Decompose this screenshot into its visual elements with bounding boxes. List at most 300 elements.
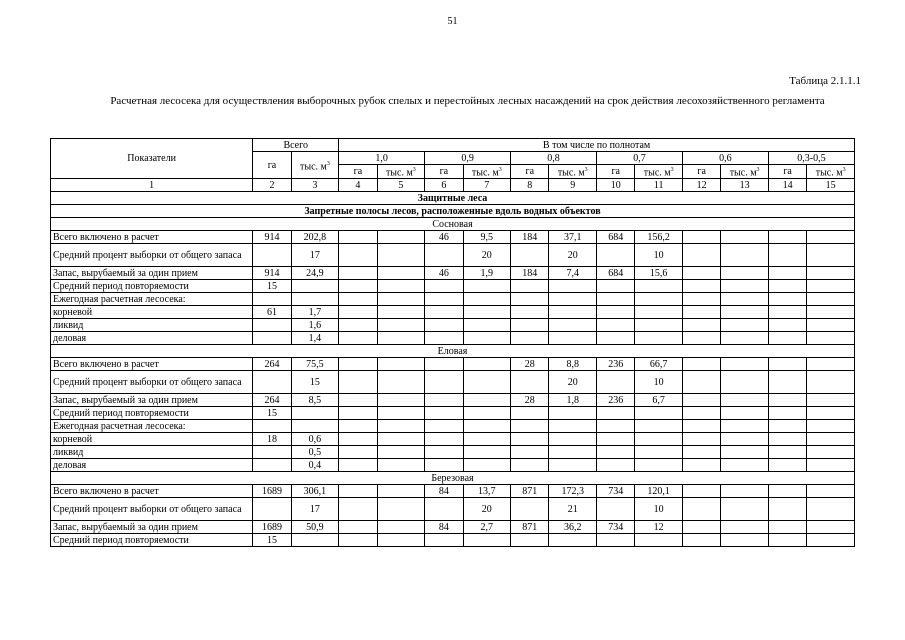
- table-cell: [597, 446, 635, 459]
- header-unit-volume: тыс. $м^3$: [721, 165, 769, 179]
- table-cell: [807, 534, 855, 547]
- table-cell: [377, 293, 425, 306]
- table-cell: [549, 534, 597, 547]
- table-cell: [807, 433, 855, 446]
- table-cell: [253, 293, 291, 306]
- row-label: деловая: [51, 332, 253, 345]
- column-number: 5: [377, 179, 425, 192]
- column-number: 3: [291, 179, 339, 192]
- forest-harvest-table: [50, 138, 855, 547]
- table-cell: 1,8: [549, 394, 597, 407]
- table-cell: 28: [511, 358, 549, 371]
- table-cell: 10: [635, 498, 683, 521]
- table-cell: [721, 244, 769, 267]
- table-cell: [377, 446, 425, 459]
- header-unit-volume: тыс. $м^3$: [377, 165, 425, 179]
- header-unit-ha: га: [768, 165, 806, 179]
- table-cell: [597, 420, 635, 433]
- table-cell: 184: [511, 231, 549, 244]
- header-unit-ha: га: [339, 165, 377, 179]
- table-cell: [511, 407, 549, 420]
- table-cell: [635, 459, 683, 472]
- table-cell: [339, 459, 377, 472]
- table-cell: 84: [425, 521, 463, 534]
- table-cell: 20: [549, 371, 597, 394]
- table-cell: [339, 280, 377, 293]
- table-cell: [291, 280, 339, 293]
- table-cell: 1,9: [463, 267, 511, 280]
- table-cell: [549, 306, 597, 319]
- row-label: ликвид: [51, 319, 253, 332]
- table-cell: [339, 358, 377, 371]
- table-cell: [463, 319, 511, 332]
- table-cell: [768, 534, 806, 547]
- table-cell: [635, 280, 683, 293]
- column-number: 8: [511, 179, 549, 192]
- table-cell: 684: [597, 231, 635, 244]
- table-cell: [768, 244, 806, 267]
- table-cell: [549, 280, 597, 293]
- table-cell: [768, 485, 806, 498]
- table-cell: 684: [597, 267, 635, 280]
- table-cell: [635, 534, 683, 547]
- table-cell: [291, 534, 339, 547]
- row-label: деловая: [51, 459, 253, 472]
- table-cell: [721, 521, 769, 534]
- table-cell: 914: [253, 231, 291, 244]
- table-cell: [425, 371, 463, 394]
- table-row: [51, 407, 855, 420]
- table-cell: 61: [253, 306, 291, 319]
- table-cell: [463, 459, 511, 472]
- table-cell: 1,7: [291, 306, 339, 319]
- column-number: 12: [682, 179, 720, 192]
- table-cell: [377, 433, 425, 446]
- table-row: [51, 420, 855, 433]
- column-number: 14: [768, 179, 806, 192]
- table-row: [51, 280, 855, 293]
- table-cell: [768, 498, 806, 521]
- header-including: В том числе по полнотам: [339, 139, 855, 152]
- table-cell: 36,2: [549, 521, 597, 534]
- table-cell: [549, 319, 597, 332]
- table-cell: [807, 446, 855, 459]
- row-label: Ежегодная расчетная лесосека:: [51, 293, 253, 306]
- section-water-protection-strips: Запретные полосы лесов, расположенные вдоль водных объектов: [51, 205, 855, 218]
- table-cell: [721, 306, 769, 319]
- table-cell: [635, 332, 683, 345]
- table-cell: [377, 244, 425, 267]
- table-cell: [291, 293, 339, 306]
- table-cell: [635, 433, 683, 446]
- table-cell: [463, 371, 511, 394]
- table-cell: [768, 358, 806, 371]
- table-row: [51, 485, 855, 498]
- table-cell: [511, 306, 549, 319]
- table-cell: 7,4: [549, 267, 597, 280]
- table-row: [51, 244, 855, 267]
- table-cell: [377, 407, 425, 420]
- table-cell: 46: [425, 231, 463, 244]
- table-cell: 734: [597, 485, 635, 498]
- table-cell: [682, 244, 720, 267]
- table-cell: [549, 420, 597, 433]
- table-cell: [291, 420, 339, 433]
- section-row: [51, 192, 855, 205]
- column-number: 13: [721, 179, 769, 192]
- table-cell: [549, 459, 597, 472]
- table-cell: [721, 394, 769, 407]
- table-cell: [425, 407, 463, 420]
- row-label: Запас, вырубаемый за один прием: [51, 521, 253, 534]
- column-number: 1: [51, 179, 253, 192]
- table-cell: [377, 267, 425, 280]
- table-row: [51, 231, 855, 244]
- table-cell: [377, 371, 425, 394]
- table-cell: [721, 433, 769, 446]
- column-number: 15: [807, 179, 855, 192]
- table-cell: [463, 358, 511, 371]
- table-cell: [721, 293, 769, 306]
- row-label: Средний процент выборки от общего запаса: [51, 498, 253, 521]
- table-cell: [425, 420, 463, 433]
- species-row: [51, 218, 855, 231]
- table-cell: [511, 280, 549, 293]
- table-cell: [291, 407, 339, 420]
- table-cell: [253, 459, 291, 472]
- table-row: [51, 267, 855, 280]
- table-label: Таблица 2.1.1.1: [789, 75, 861, 87]
- row-label: Ежегодная расчетная лесосека:: [51, 420, 253, 433]
- table-cell: [597, 332, 635, 345]
- table-header: [51, 139, 855, 192]
- table-cell: [377, 306, 425, 319]
- table-cell: [768, 446, 806, 459]
- table-cell: [425, 280, 463, 293]
- table-row: [51, 394, 855, 407]
- row-label: Средний период повторяемости: [51, 534, 253, 547]
- table-cell: [377, 332, 425, 345]
- table-cell: 46: [425, 267, 463, 280]
- header-density: 0,3-0,5: [768, 152, 854, 165]
- table-cell: [721, 534, 769, 547]
- table-cell: [253, 319, 291, 332]
- table-cell: [635, 407, 683, 420]
- table-cell: 50,9: [291, 521, 339, 534]
- table-cell: [339, 267, 377, 280]
- table-cell: [635, 293, 683, 306]
- header-unit-ha: га: [511, 165, 549, 179]
- header-density: 0,6: [682, 152, 768, 165]
- table-cell: [807, 485, 855, 498]
- table-cell: [807, 498, 855, 521]
- row-label: Средний период повторяемости: [51, 407, 253, 420]
- table-cell: [511, 319, 549, 332]
- table-cell: 1689: [253, 485, 291, 498]
- table-cell: [768, 521, 806, 534]
- table-cell: [597, 433, 635, 446]
- document-title: Расчетная лесосека для осуществления выборочных рубок спелых и перестойных лесных насаждений на срок действия лесохозяйственного регламента: [110, 95, 825, 107]
- table-cell: [463, 433, 511, 446]
- header-total: Всего: [253, 139, 339, 152]
- table-cell: [339, 521, 377, 534]
- table-cell: [463, 394, 511, 407]
- table-cell: [377, 280, 425, 293]
- table-cell: 15,6: [635, 267, 683, 280]
- table-cell: 13,7: [463, 485, 511, 498]
- table-cell: [597, 244, 635, 267]
- table-row: [51, 319, 855, 332]
- species-row: [51, 472, 855, 485]
- table-cell: [425, 293, 463, 306]
- table-cell: [597, 371, 635, 394]
- species-row: [51, 345, 855, 358]
- table-cell: [768, 407, 806, 420]
- table-row: [51, 521, 855, 534]
- table-cell: 37,1: [549, 231, 597, 244]
- table-cell: [377, 498, 425, 521]
- table-cell: 264: [253, 394, 291, 407]
- table-cell: [377, 394, 425, 407]
- column-number: 2: [253, 179, 291, 192]
- table-cell: [425, 394, 463, 407]
- row-label: Всего включено в расчет: [51, 231, 253, 244]
- table-cell: [768, 267, 806, 280]
- table-cell: 871: [511, 485, 549, 498]
- table-cell: [682, 498, 720, 521]
- row-label: ликвид: [51, 446, 253, 459]
- table-cell: 84: [425, 485, 463, 498]
- header-density: 0,9: [425, 152, 511, 165]
- table-cell: [425, 358, 463, 371]
- table-cell: [377, 459, 425, 472]
- table-cell: 2,7: [463, 521, 511, 534]
- table-cell: 24,9: [291, 267, 339, 280]
- table-cell: [253, 498, 291, 521]
- table-cell: [807, 306, 855, 319]
- table-row: [51, 534, 855, 547]
- table-cell: 15: [291, 371, 339, 394]
- column-number: 6: [425, 179, 463, 192]
- table-cell: [721, 407, 769, 420]
- table-cell: [768, 280, 806, 293]
- table-cell: [682, 534, 720, 547]
- table-cell: [377, 521, 425, 534]
- table-cell: 6,7: [635, 394, 683, 407]
- header-unit-ha: га: [682, 165, 720, 179]
- table-cell: [682, 371, 720, 394]
- table-cell: [425, 332, 463, 345]
- table-cell: [377, 485, 425, 498]
- table-cell: [768, 231, 806, 244]
- table-cell: [721, 498, 769, 521]
- table-row: [51, 433, 855, 446]
- table-cell: [425, 244, 463, 267]
- table-cell: [768, 459, 806, 472]
- table-cell: [768, 319, 806, 332]
- table-cell: [339, 306, 377, 319]
- column-number: 11: [635, 179, 683, 192]
- table-cell: 236: [597, 394, 635, 407]
- table-cell: [721, 280, 769, 293]
- table-cell: 914: [253, 267, 291, 280]
- table-cell: 0,6: [291, 433, 339, 446]
- table-cell: [597, 293, 635, 306]
- header-total-ha: га: [253, 152, 291, 179]
- header-unit-volume: тыс. $м^3$: [635, 165, 683, 179]
- table-cell: [807, 293, 855, 306]
- table-cell: [721, 267, 769, 280]
- table-cell: [425, 433, 463, 446]
- table-cell: [682, 319, 720, 332]
- table-cell: [511, 293, 549, 306]
- table-cell: 15: [253, 280, 291, 293]
- table-cell: [339, 534, 377, 547]
- table-cell: 156,2: [635, 231, 683, 244]
- table-cell: [549, 446, 597, 459]
- table-cell: [597, 407, 635, 420]
- table-cell: 184: [511, 267, 549, 280]
- table-row: [51, 371, 855, 394]
- table-cell: [682, 459, 720, 472]
- table-cell: [425, 459, 463, 472]
- header-unit-ha: га: [425, 165, 463, 179]
- table-cell: [339, 293, 377, 306]
- table-cell: [597, 498, 635, 521]
- header-unit-volume: тыс. $м^3$: [463, 165, 511, 179]
- table-cell: [807, 371, 855, 394]
- table-cell: [425, 498, 463, 521]
- table-cell: [807, 459, 855, 472]
- table-cell: 0,4: [291, 459, 339, 472]
- table-cell: 20: [549, 244, 597, 267]
- table-cell: [807, 267, 855, 280]
- table-cell: [425, 534, 463, 547]
- table-cell: [768, 332, 806, 345]
- table-cell: [807, 332, 855, 345]
- table-cell: [377, 231, 425, 244]
- table-cell: 9,5: [463, 231, 511, 244]
- table-row: [51, 306, 855, 319]
- table-cell: 871: [511, 521, 549, 534]
- row-label: корневой: [51, 433, 253, 446]
- table-body: [51, 192, 855, 547]
- table-cell: [807, 280, 855, 293]
- table-cell: [511, 446, 549, 459]
- table-cell: [425, 319, 463, 332]
- table-cell: [463, 420, 511, 433]
- table-cell: [682, 521, 720, 534]
- header-density: 0,7: [597, 152, 683, 165]
- table-cell: [597, 306, 635, 319]
- table-cell: [682, 407, 720, 420]
- table-cell: [768, 293, 806, 306]
- table-cell: [721, 485, 769, 498]
- table-cell: [339, 319, 377, 332]
- header-column-numbers-row: [51, 179, 855, 192]
- table-cell: 172,3: [549, 485, 597, 498]
- table-cell: [682, 280, 720, 293]
- table-cell: 236: [597, 358, 635, 371]
- table-cell: [511, 433, 549, 446]
- table-cell: [339, 407, 377, 420]
- header-total-volume: тыс. $м^3$: [291, 152, 339, 179]
- table-row: [51, 358, 855, 371]
- table-cell: 306,1: [291, 485, 339, 498]
- table-cell: [463, 534, 511, 547]
- table-cell: [721, 459, 769, 472]
- table-cell: [721, 319, 769, 332]
- table-cell: [635, 446, 683, 459]
- page-number: 51: [447, 16, 458, 27]
- row-label: Запас, вырубаемый за один прием: [51, 394, 253, 407]
- header-indicators: Показатели: [51, 139, 253, 179]
- table-row: [51, 498, 855, 521]
- table-cell: [682, 433, 720, 446]
- table-cell: [377, 420, 425, 433]
- table-cell: 20: [463, 244, 511, 267]
- table-cell: 20: [463, 498, 511, 521]
- table-cell: [597, 319, 635, 332]
- table-cell: [635, 306, 683, 319]
- section-row: [51, 205, 855, 218]
- table-row: [51, 459, 855, 472]
- header-density: 0,8: [511, 152, 597, 165]
- table-cell: [682, 394, 720, 407]
- table-cell: [682, 306, 720, 319]
- table-cell: 8,8: [549, 358, 597, 371]
- table-cell: [463, 446, 511, 459]
- table-cell: 1,4: [291, 332, 339, 345]
- row-label: Средний процент выборки от общего запаса: [51, 371, 253, 394]
- table-cell: 75,5: [291, 358, 339, 371]
- header-unit-volume: тыс. $м^3$: [807, 165, 855, 179]
- table-cell: [463, 407, 511, 420]
- table-cell: [463, 293, 511, 306]
- table-cell: [768, 306, 806, 319]
- table-cell: [253, 371, 291, 394]
- column-number: 9: [549, 179, 597, 192]
- table-cell: [549, 293, 597, 306]
- table-cell: 17: [291, 244, 339, 267]
- table-cell: [549, 407, 597, 420]
- row-label: Запас, вырубаемый за один прием: [51, 267, 253, 280]
- table-cell: [682, 420, 720, 433]
- table-cell: [339, 485, 377, 498]
- table-cell: [682, 293, 720, 306]
- row-label: Всего включено в расчет: [51, 358, 253, 371]
- table-cell: 15: [253, 534, 291, 547]
- column-number: 7: [463, 179, 511, 192]
- table-cell: [339, 394, 377, 407]
- table-cell: [807, 521, 855, 534]
- table-cell: 28: [511, 394, 549, 407]
- table-cell: [768, 394, 806, 407]
- table-cell: [253, 420, 291, 433]
- row-label: Средний процент выборки от общего запаса: [51, 244, 253, 267]
- table-cell: [511, 332, 549, 345]
- table-cell: [511, 534, 549, 547]
- table-cell: 10: [635, 244, 683, 267]
- table-cell: [339, 446, 377, 459]
- table-row: [51, 446, 855, 459]
- row-label: Средний период повторяемости: [51, 280, 253, 293]
- table-cell: [463, 332, 511, 345]
- table-cell: [339, 371, 377, 394]
- table-cell: [463, 306, 511, 319]
- species-label: Сосновая: [51, 218, 855, 231]
- table-cell: [682, 485, 720, 498]
